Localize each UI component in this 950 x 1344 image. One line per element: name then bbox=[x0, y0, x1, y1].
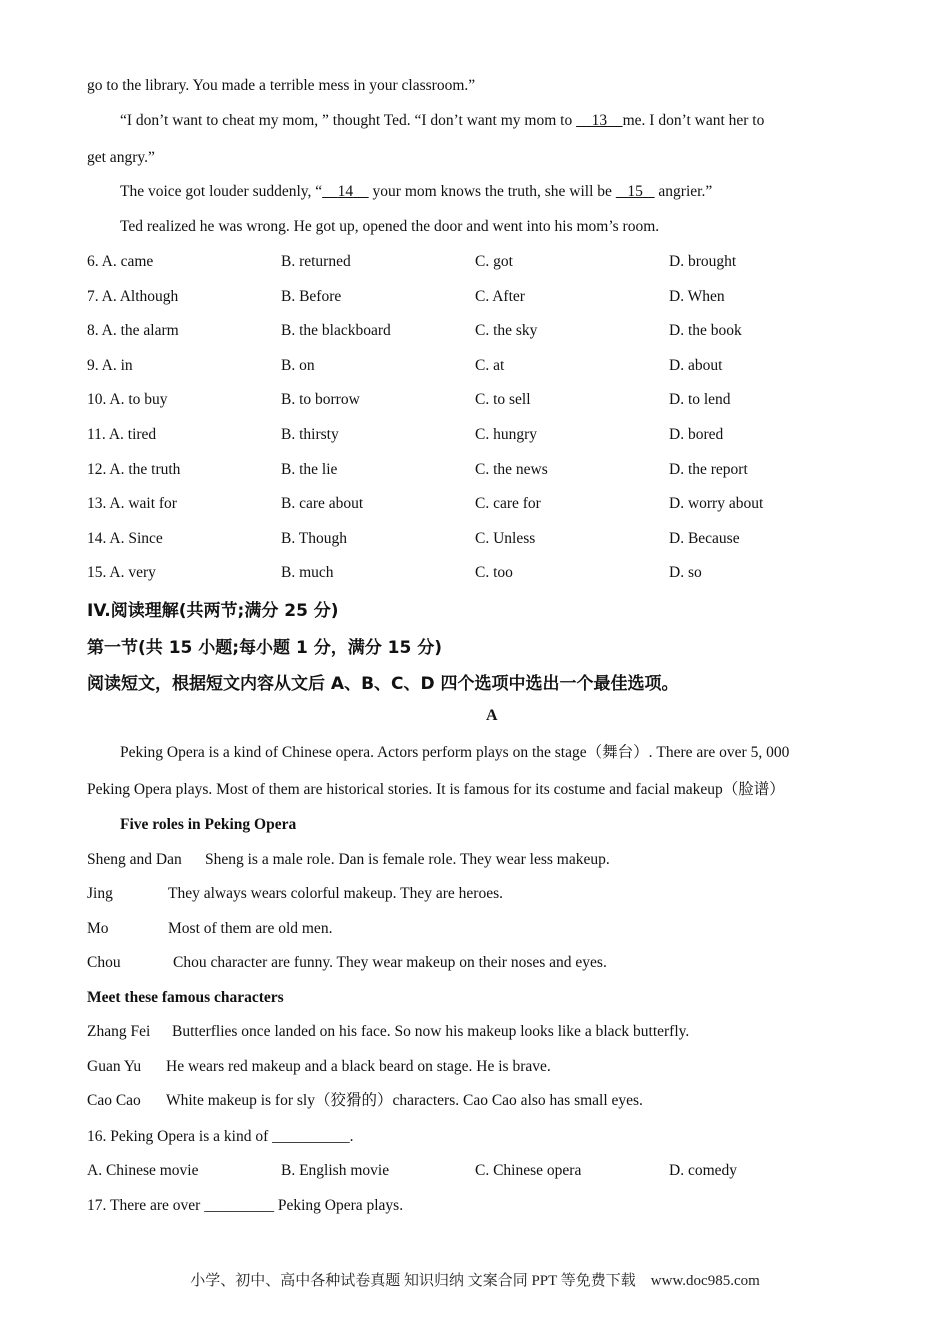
option-a[interactable]: A. Chinese movie bbox=[87, 1162, 199, 1179]
option-b[interactable]: B. returned bbox=[281, 253, 351, 270]
role-description: Sheng is a male role. Dan is female role. They wear less makeup. bbox=[205, 851, 610, 868]
option-d[interactable]: D. When bbox=[669, 287, 725, 305]
character-name: Guan Yu bbox=[87, 1058, 142, 1075]
character-row bbox=[87, 1057, 887, 1077]
passage-label: A bbox=[486, 707, 498, 724]
option-d[interactable]: D. about bbox=[669, 356, 723, 374]
role-name: Mo bbox=[87, 920, 109, 937]
role-row bbox=[87, 850, 887, 870]
question-16-options bbox=[87, 1161, 887, 1181]
option-c[interactable]: C. too bbox=[475, 564, 513, 582]
reading-intro: Peking Opera is a kind of Chinese opera. Actors perform plays on the stage（舞台）. There are over 5, 000 bbox=[120, 744, 790, 761]
option-c[interactable]: C. to sell bbox=[475, 391, 531, 409]
option-b[interactable]: B. Before bbox=[281, 287, 342, 305]
option-c[interactable]: C. After bbox=[475, 287, 525, 305]
option-c[interactable]: C. Unless bbox=[475, 529, 536, 547]
option-c[interactable]: C. the sky bbox=[475, 322, 538, 340]
option-row bbox=[87, 356, 887, 376]
section-part1: 第一节(共 15 小题;每小题 1 分，满分 15 分) bbox=[87, 638, 442, 658]
option-d[interactable]: D. bored bbox=[669, 426, 724, 443]
passage-paragraph: get angry.” bbox=[87, 149, 155, 166]
option-b[interactable]: B. Though bbox=[281, 529, 348, 547]
option-row bbox=[87, 563, 887, 583]
option-a[interactable]: 6. A. came bbox=[87, 253, 154, 270]
roles-heading: Five roles in Peking Opera bbox=[120, 816, 297, 833]
option-d[interactable]: D. comedy bbox=[669, 1162, 738, 1179]
option-d[interactable]: D. worry about bbox=[669, 495, 764, 513]
role-name: Jing bbox=[87, 885, 113, 902]
option-d[interactable]: D. the report bbox=[669, 460, 748, 478]
option-b[interactable]: B. much bbox=[281, 564, 334, 582]
option-a[interactable]: 11. A. tired bbox=[87, 426, 157, 443]
characters-heading: Meet these famous characters bbox=[87, 989, 284, 1006]
option-row bbox=[87, 321, 887, 341]
section-title: IV.阅读理解(共两节;满分 25 分) bbox=[87, 601, 339, 621]
role-row bbox=[87, 953, 887, 973]
option-row bbox=[87, 390, 887, 410]
option-b[interactable]: B. English movie bbox=[281, 1162, 390, 1179]
question-16: 16. Peking Opera is a kind of __________. bbox=[87, 1128, 354, 1145]
character-description: Butterflies once landed on his face. So now his makeup looks like a black butterfly. bbox=[172, 1023, 690, 1040]
character-row bbox=[87, 1022, 887, 1042]
role-description: Chou character are funny. They wear makeup on their noses and eyes. bbox=[173, 954, 607, 971]
option-c[interactable]: C. got bbox=[475, 253, 513, 270]
option-b[interactable]: B. on bbox=[281, 356, 315, 374]
option-c[interactable]: C. care for bbox=[475, 495, 541, 513]
option-b[interactable]: B. thirsty bbox=[281, 426, 339, 443]
option-c[interactable]: C. hungry bbox=[475, 426, 537, 443]
option-a[interactable]: 7. A. Although bbox=[87, 287, 179, 305]
option-d[interactable]: D. to lend bbox=[669, 391, 731, 409]
option-row bbox=[87, 494, 887, 514]
option-row bbox=[87, 529, 887, 549]
option-a[interactable]: 8. A. the alarm bbox=[87, 322, 179, 340]
page-footer: 小学、初中、高中各种试卷真题 知识归纳 文案合同 PPT 等免费下载 www.doc985.com bbox=[190, 1273, 760, 1289]
option-row bbox=[87, 252, 887, 272]
question-17: 17. There are over _________ Peking Opera plays. bbox=[87, 1197, 404, 1214]
option-a[interactable]: 10. A. to buy bbox=[87, 391, 168, 409]
character-description: White makeup is for sly（狡猾的）characters. Cao Cao also has small eyes. bbox=[166, 1092, 643, 1109]
option-a[interactable]: 14. A. Since bbox=[87, 529, 163, 547]
character-name: Cao Cao bbox=[87, 1092, 141, 1109]
role-name: Chou bbox=[87, 954, 121, 971]
option-c[interactable]: C. the news bbox=[475, 460, 548, 478]
blank-15: 15 bbox=[627, 183, 643, 200]
blank-13: 13 bbox=[591, 112, 608, 129]
option-c[interactable]: C. at bbox=[475, 356, 505, 374]
option-row bbox=[87, 287, 887, 307]
role-description: They always wears colorful makeup. They are heroes. bbox=[168, 885, 503, 902]
role-row bbox=[87, 884, 887, 904]
character-description: He wears red makeup and a black beard on stage. He is brave. bbox=[166, 1058, 551, 1075]
option-d[interactable]: D. so bbox=[669, 564, 702, 582]
option-c[interactable]: C. Chinese opera bbox=[475, 1162, 582, 1179]
option-row bbox=[87, 460, 887, 480]
passage-paragraph: Ted realized he was wrong. He got up, opened the door and went into his mom’s room. bbox=[120, 218, 660, 235]
section-instruction: 阅读短文，根据短文内容从文后 A、B、C、D 四个选项中选出一个最佳选项。 bbox=[87, 674, 679, 694]
option-a[interactable]: 13. A. wait for bbox=[87, 495, 177, 513]
passage-paragraph: go to the library. You made a terrible mess in your classroom.” bbox=[87, 77, 476, 94]
option-a[interactable]: 9. A. in bbox=[87, 356, 133, 374]
option-b[interactable]: B. the lie bbox=[281, 460, 338, 478]
role-name: Sheng and Dan bbox=[87, 851, 182, 868]
option-b[interactable]: B. to borrow bbox=[281, 391, 360, 409]
passage-paragraph: The voice got louder suddenly, “ 14 your mom knows the truth, she will be 15 angrier.” bbox=[120, 183, 713, 200]
option-b[interactable]: B. care about bbox=[281, 495, 364, 513]
option-a[interactable]: 15. A. very bbox=[87, 564, 156, 582]
reading-intro: Peking Opera plays. Most of them are historical stories. It is famous for its costume and facial makeup（脸谱） bbox=[87, 781, 785, 798]
role-description: Most of them are old men. bbox=[168, 920, 333, 937]
character-row bbox=[87, 1091, 887, 1111]
character-name: Zhang Fei bbox=[87, 1023, 151, 1040]
blank-14: 14 bbox=[337, 183, 354, 200]
option-a[interactable]: 12. A. the truth bbox=[87, 460, 181, 478]
option-b[interactable]: B. the blackboard bbox=[281, 322, 391, 340]
option-row bbox=[87, 425, 887, 445]
option-d[interactable]: D. Because bbox=[669, 529, 740, 547]
role-row bbox=[87, 919, 887, 939]
option-d[interactable]: D. the book bbox=[669, 322, 742, 340]
passage-paragraph: “I don’t want to cheat my mom, ” thought Ted. “I don’t want my mom to 13 me. I don’t want her to bbox=[120, 112, 765, 129]
option-d[interactable]: D. brought bbox=[669, 253, 737, 270]
